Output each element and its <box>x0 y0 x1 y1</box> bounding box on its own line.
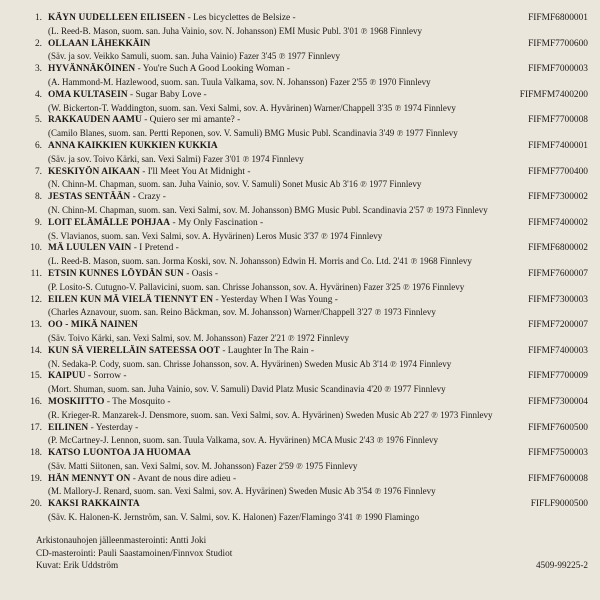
track-heading <box>24 268 588 281</box>
track-credits: (N. Sedaka-P. Cody, suom. san. Chrisse Johansson, sov. A. Hyvärinen) Sweden Music Ab 3'14 ℗ 1974 Finnlevy <box>48 358 452 369</box>
track-item <box>24 294 588 320</box>
track-item <box>24 140 588 166</box>
track-title: KUN SÄ VIERELLÄIN SATEESSA OOT <box>48 345 220 356</box>
track-isrc-code: FIFMF7400001 <box>528 140 588 151</box>
track-credits: (N. Chinn-M. Chapman, suom. san. Vexi Salmi, sov. M. Johansson) BMG Music Publ. Scandinavia 2'57 ℗ 1973 Finnlevy <box>48 204 488 215</box>
track-heading <box>24 217 588 230</box>
track-heading <box>24 422 588 435</box>
track-isrc-code: FIFMF7700009 <box>528 371 588 382</box>
track-title: HÄN MENNYT ON <box>48 473 131 484</box>
track-number: 17. <box>30 422 42 433</box>
track-credits: (Säv. ja sov. Veikko Samuli, suom. san. Juha Vainio) Fazer 3'45 ℗ 1977 Finnlevy <box>48 51 340 62</box>
footer <box>24 534 588 572</box>
track-heading <box>24 396 588 409</box>
track-number: 6. <box>34 140 42 151</box>
track-isrc-code: FIFMF7700400 <box>528 166 588 177</box>
track-number: 7. <box>34 166 42 177</box>
track-isrc-code: FIFMF7600008 <box>528 473 588 484</box>
track-isrc-code: FIFMF7300003 <box>528 294 588 305</box>
track-heading <box>24 140 588 153</box>
track-item <box>24 370 588 396</box>
track-heading <box>24 191 588 204</box>
track-item <box>24 114 588 140</box>
track-credits: (Säv. Matti Siitonen, san. Vexi Salmi, sov. M. Johansson) Fazer 2'59 ℗ 1975 Finnlevy <box>48 460 358 471</box>
track-number: 15. <box>30 371 42 382</box>
track-heading <box>24 38 588 51</box>
track-credits: (P. Losito-S. Cutugno-V. Pallavicini, suom. san. Chrisse Johansson, sov. A. Hyvärinen) Fazer 3'25 ℗ 1976 Finnlevy <box>48 281 465 292</box>
track-item <box>24 447 588 473</box>
track-credits: (Säv. Toivo Kärki, san. Vexi Salmi, sov. M. Johansson) Fazer 2'21 ℗ 1972 Finnlevy <box>48 332 350 343</box>
track-isrc-code: FIFMF7700008 <box>528 115 588 126</box>
track-heading <box>24 473 588 486</box>
track-title: OO - MIKÄ NAINEN <box>48 320 138 331</box>
track-credits: (Charles Aznavour, suom. san. Reino Bäckman, sov. M. Johansson) Warner/Chappell 3'27 ℗ 1973 Finnlevy <box>48 307 436 318</box>
track-isrc-code: FIFLF9000500 <box>530 499 588 510</box>
track-heading <box>24 498 588 511</box>
track-item <box>24 89 588 115</box>
footer-credit-cd-master: CD-masterointi: Pauli Saastamoinen/Finnvox Studiot <box>36 547 233 558</box>
track-original-title: - I Pretend - <box>131 243 179 254</box>
track-original-title: - Yesterday When I Was Young - <box>213 294 338 305</box>
track-heading <box>24 319 588 332</box>
track-original-title: - Avant de nous dire adieu - <box>130 473 237 484</box>
track-number: 10. <box>30 243 42 254</box>
track-number: 11. <box>30 268 42 279</box>
track-item <box>24 38 588 64</box>
track-original-title: - Laughter In The Rain - <box>219 345 315 356</box>
track-heading <box>24 294 588 307</box>
track-title: JESTAS SENTÄÄN <box>48 192 131 203</box>
track-isrc-code: FIFMF7600007 <box>528 268 588 279</box>
track-title: OMA KULTASEIN <box>48 89 128 100</box>
track-number: 12. <box>30 294 42 305</box>
track-title: OLLAAN LÄHEKKÄIN <box>48 38 151 49</box>
track-isrc-code: FIFMF7400003 <box>528 345 588 356</box>
track-isrc-code: FIFMF7000003 <box>528 64 588 75</box>
footer-credit-remaster: Arkistonauhojen jälleenmasterointi: Antti Joki <box>36 534 207 545</box>
track-title: MOSKIITTO <box>48 396 105 407</box>
track-item <box>24 396 588 422</box>
track-heading <box>24 345 588 358</box>
track-credits: (Säv. K. Halonen-K. Jernström, san. V. Salmi, sov. K. Halonen) Fazer/Flamingo 3'41 ℗ 1990 Flamingo <box>48 512 420 523</box>
track-original-title: - You're Such A Good Looking Woman - <box>135 64 290 75</box>
track-isrc-code: FIFMF6800001 <box>528 13 588 23</box>
track-credits: (N. Chinn-M. Chapman, suom. san. Juha Vainio, sov. V. Samuli) Sonet Music Ab 3'16 ℗ 1977 Finnlevy <box>48 179 422 190</box>
track-heading <box>24 63 588 76</box>
track-isrc-code: FIFMFM7400200 <box>519 89 588 100</box>
track-heading <box>24 242 588 255</box>
track-credits: (A. Hammond-M. Hazlewood, suom. san. Tuula Valkama, sov. N. Johansson) Fazer 2'55 ℗ 1970 Finnlevy <box>48 76 431 87</box>
track-credits: (W. Bickerton-T. Waddington, suom. san. Vexi Salmi, sov. A. Hyvärinen) Warner/Chappell 3'35 ℗ 1974 Finnlevy <box>48 102 456 113</box>
track-heading <box>24 114 588 127</box>
track-original-title: - Crazy - <box>130 192 166 203</box>
track-original-title: - Sugar Baby Love - <box>127 89 207 100</box>
track-item <box>24 319 588 345</box>
track-isrc-code: FIFMF7600500 <box>528 422 588 433</box>
track-number: 20. <box>30 499 42 510</box>
track-isrc-code: FIFMF7700600 <box>528 38 588 49</box>
track-number: 3. <box>34 64 42 75</box>
track-credits: (L. Reed-B. Mason, suom. san. Juha Vainio, sov. N. Johansson) EMI Music Publ. 3'01 ℗ 1968 Finnlevy <box>48 25 422 36</box>
track-title: ETSIN KUNNES LÖYDÄN SUN <box>48 268 184 279</box>
track-original-title: - Sorrow - <box>85 371 127 382</box>
track-title: KAKSI RAKKAINTA <box>48 499 140 510</box>
track-original-title: - Oasis - <box>183 268 219 279</box>
track-title: KATSO LUONTOA JA HUOMAA <box>48 448 191 459</box>
track-item <box>24 242 588 268</box>
track-list <box>24 12 588 524</box>
track-title: RAKKAUDEN AAMU <box>48 115 142 126</box>
track-title: KESKIYÖN AIKAAN <box>48 166 140 177</box>
track-number: 2. <box>34 38 42 49</box>
track-item <box>24 63 588 89</box>
track-original-title: - The Mosquito - <box>104 396 171 407</box>
track-item <box>24 12 588 38</box>
track-isrc-code: FIFMF7200007 <box>528 320 588 331</box>
track-title: MÄ LUULEN VAIN <box>48 243 132 254</box>
track-item <box>24 191 588 217</box>
track-credits: (R. Krieger-R. Manzarek-J. Densmore, suom. san. Vexi Salmi, sov. A. Hyvärinen) Sweden Music Ab 2'27 ℗ 1973 Finnlevy <box>48 409 493 420</box>
track-credits: (Mort. Shuman, suom. san. Juha Vainio, sov. V. Samuli) David Platz Music Scandinavia 4'20 ℗ 1977 Finnlevy <box>48 384 446 395</box>
track-isrc-code: FIFMF7400002 <box>528 217 588 228</box>
track-original-title: - Les bicyclettes de Belsize - <box>185 13 296 23</box>
track-number: 18. <box>30 448 42 459</box>
track-number: 4. <box>34 89 42 100</box>
track-title: EILINEN <box>48 422 89 433</box>
track-heading <box>24 89 588 102</box>
track-title: HYVÄNNÄKÖINEN <box>48 64 136 75</box>
footer-credit-photos: Kuvat: Erik Uddström <box>36 560 119 571</box>
track-number: 13. <box>30 320 42 331</box>
track-heading <box>24 166 588 179</box>
track-isrc-code: FIFMF7500003 <box>528 448 588 459</box>
track-number: 16. <box>30 396 42 407</box>
track-number: 1. <box>34 13 42 23</box>
track-title: KAIPUU <box>48 371 86 382</box>
track-item <box>24 268 588 294</box>
track-isrc-code: FIFMF6800002 <box>528 243 588 254</box>
track-number: 9. <box>34 217 42 228</box>
catalog-number: 4509-99225-2 <box>535 560 588 571</box>
track-heading <box>24 370 588 383</box>
track-isrc-code: FIFMF7300002 <box>528 192 588 203</box>
track-item <box>24 217 588 243</box>
track-number: 8. <box>34 192 42 203</box>
track-original-title: - My Only Fascination - <box>170 217 264 228</box>
track-number: 5. <box>34 115 42 126</box>
track-credits: (Camilo Blanes, suom. san. Pertti Reponen, sov. V. Samuli) BMG Music Publ. Scandinavia 3'49 ℗ 1977 Finnlevy <box>48 128 458 139</box>
track-credits: (P. McCartney-J. Lennon, suom. san. Tuula Valkama, sov. A. Hyvärinen) MCA Music 2'43 ℗ 1976 Finnlevy <box>48 435 438 446</box>
track-heading <box>24 447 588 460</box>
track-title: ANNA KAIKKIEN KUKKIEN KUKKIA <box>48 140 218 151</box>
track-item <box>24 498 588 524</box>
track-item <box>24 473 588 499</box>
track-credits: (L. Reed-B. Mason, suom. san. Jorma Koski, sov. N. Johansson) Edwin H. Morris and Co. Ltd. 2'41 ℗ 1968 Finnlevy <box>48 256 472 267</box>
track-credits: (S. Vlavianos, suom. san. Vexi Salmi, sov. A. Hyvärinen) Leros Music 3'37 ℗ 1974 Finnlevy <box>48 230 383 241</box>
track-number: 19. <box>30 473 42 484</box>
track-original-title: - Yesterday - <box>88 422 139 433</box>
track-title: EILEN KUN MÄ VIELÄ TIENNYT EN <box>48 294 214 305</box>
track-heading <box>24 12 588 25</box>
track-item <box>24 422 588 448</box>
track-original-title: - Quiero ser mi amante? - <box>141 115 241 126</box>
track-title: KÄYN UUDELLEEN EILISEEN <box>48 13 186 23</box>
track-item <box>24 345 588 371</box>
track-title: LOIT ELÄMÄLLE POHJAA <box>48 217 171 228</box>
track-isrc-code: FIFMF7300004 <box>528 396 588 407</box>
track-credits: (M. Mallory-J. Renard, suom. san. Vexi Salmi, sov. A. Hyvärinen) Sweden Music Ab 3'54 ℗ 1976 Finnlevy <box>48 486 436 497</box>
track-item <box>24 166 588 192</box>
track-number: 14. <box>30 345 42 356</box>
track-original-title: - I'll Meet You At Midnight - <box>139 166 251 177</box>
track-credits: (Säv. ja sov. Toivo Kärki, san. Vexi Salmi) Fazer 3'01 ℗ 1974 Finnlevy <box>48 153 304 164</box>
